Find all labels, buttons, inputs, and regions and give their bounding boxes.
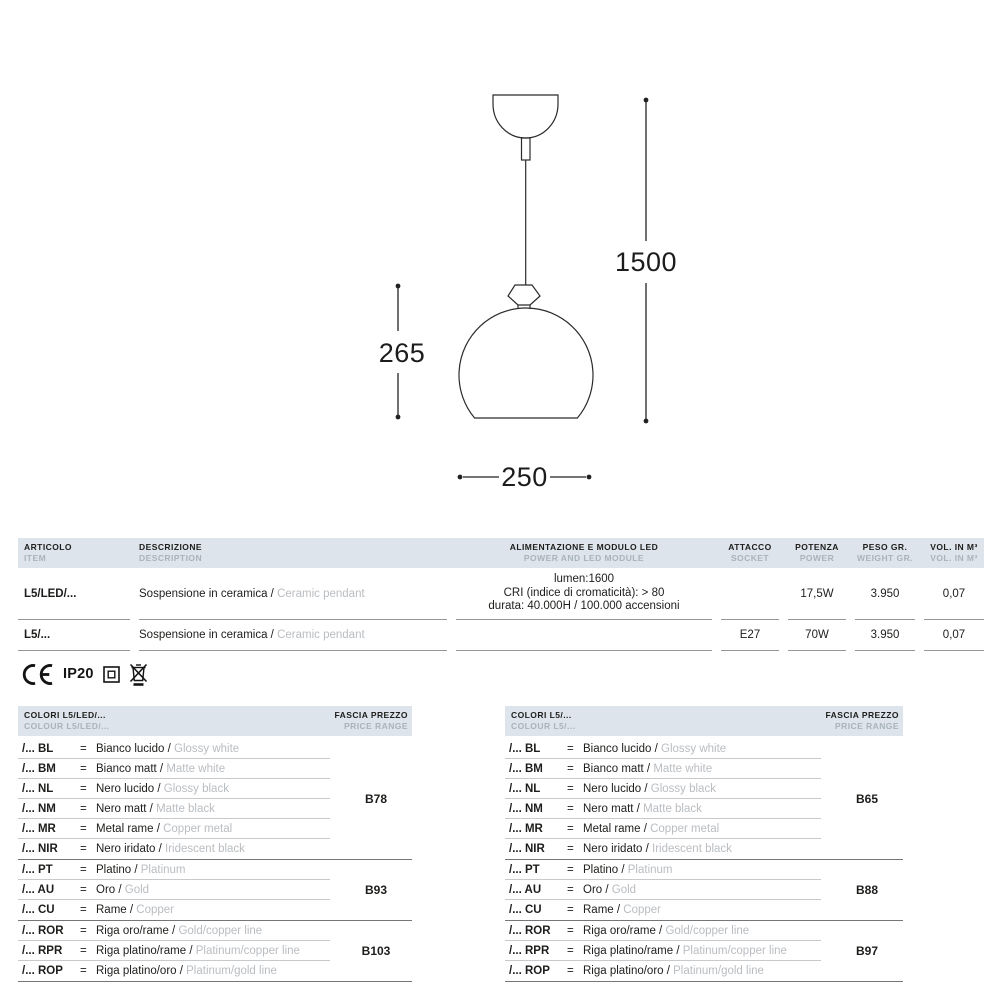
color-name-it: Metal rame / xyxy=(583,823,651,835)
price-band: B78 xyxy=(364,792,387,806)
color-code: /... MR xyxy=(22,823,56,835)
header-label-en: DESCRIPTION xyxy=(139,553,203,563)
volume-cell: 0,07 xyxy=(924,620,984,651)
color-name xyxy=(583,763,712,775)
description-it: Sospensione in ceramica / xyxy=(139,629,278,641)
color-name-en: Glossy white xyxy=(661,743,727,755)
color-name xyxy=(583,884,636,896)
color-name-it: Nero matt / xyxy=(96,803,157,815)
socket-cell: E27 xyxy=(721,620,779,651)
color-name-en: Platinum/copper line xyxy=(682,945,787,957)
dimension-shade-height xyxy=(379,284,426,420)
dimension-label-250: 250 xyxy=(501,462,548,492)
color-table-header xyxy=(505,706,903,736)
header-label-en: SOCKET xyxy=(730,553,770,563)
color-name xyxy=(583,783,716,795)
color-name-en: Matte black xyxy=(643,803,702,815)
color-name xyxy=(96,823,232,835)
color-name xyxy=(583,965,764,977)
volume-cell: 0,07 xyxy=(924,568,984,620)
price-band: B103 xyxy=(361,944,391,958)
spec-table-row xyxy=(18,568,984,620)
color-name-it: Nero iridato / xyxy=(583,843,653,855)
header-label-en: WEIGHT GR. xyxy=(857,553,913,563)
price-group xyxy=(18,860,412,921)
color-code: /... RPR xyxy=(509,945,550,957)
color-name-en: Copper xyxy=(136,904,174,916)
price-band: B97 xyxy=(855,944,878,958)
color-name-en: Glossy black xyxy=(650,783,716,795)
color-code: /... PT xyxy=(22,864,53,876)
header-label-it: ATTACCO xyxy=(728,542,772,552)
spec-table-header xyxy=(18,538,984,568)
power-cell: 17,5W xyxy=(788,568,846,620)
color-name-it: Metal rame / xyxy=(96,823,164,835)
color-code: /... CU xyxy=(22,904,55,916)
equals-sign: = xyxy=(567,803,574,815)
spec-table-body xyxy=(18,568,984,651)
header-label-it: ALIMENTAZIONE E MODULO LED xyxy=(509,542,659,552)
equals-sign: = xyxy=(567,823,574,835)
color-table-standard-version xyxy=(505,706,903,982)
equals-sign: = xyxy=(567,965,574,977)
certifications-row xyxy=(20,661,148,687)
price-band: B88 xyxy=(855,883,878,897)
spec-column-header xyxy=(18,538,130,568)
equals-sign: = xyxy=(80,843,87,855)
price-range-header-en: PRICE RANGE xyxy=(835,721,899,731)
color-name-en: Copper metal xyxy=(650,823,720,835)
color-code: /... BL xyxy=(22,743,54,755)
header-label-it: DESCRIZIONE xyxy=(139,542,203,552)
description-it: Sospensione in ceramica / xyxy=(139,587,278,600)
color-name-en: Iridescent black xyxy=(652,843,732,855)
color-name xyxy=(583,864,673,876)
equals-sign: = xyxy=(567,904,574,916)
color-name-it: Nero lucido / xyxy=(96,783,164,795)
color-name-it: Rame / xyxy=(96,904,137,916)
price-group xyxy=(18,921,412,982)
color-code: /... NL xyxy=(509,783,541,795)
color-table-header xyxy=(18,706,412,736)
color-name xyxy=(583,803,702,815)
spec-column-header xyxy=(139,538,447,568)
color-name-it: Bianco lucido / xyxy=(96,743,174,755)
class-ii-insulation-icon xyxy=(103,666,120,683)
color-name-en: Platinum xyxy=(627,864,673,876)
color-code: /... NIR xyxy=(22,843,58,855)
color-name-it: Nero iridato / xyxy=(96,843,166,855)
color-name-it: Bianco lucido / xyxy=(583,743,661,755)
color-name-en: Platinum/gold line xyxy=(673,965,764,977)
equals-sign: = xyxy=(567,783,574,795)
equals-sign: = xyxy=(80,803,87,815)
ceiling-canopy xyxy=(493,95,558,160)
color-name xyxy=(96,763,225,775)
color-name-en: Copper xyxy=(623,904,661,916)
color-name-it: Riga platino/rame / xyxy=(583,945,683,957)
color-code: /... ROR xyxy=(22,925,64,937)
price-range-header-en: PRICE RANGE xyxy=(344,721,408,731)
color-code: /... ROR xyxy=(509,925,551,937)
header-label-it: VOL. IN M³ xyxy=(930,542,978,552)
item-code-cell: L5/... xyxy=(18,620,130,651)
color-name-it: Platino / xyxy=(96,864,141,876)
color-code: /... MR xyxy=(509,823,543,835)
header-label-it: POTENZA xyxy=(795,542,839,552)
color-name-en: Matte white xyxy=(166,763,226,775)
color-code: /... BL xyxy=(509,743,541,755)
color-name-it: Riga platino/oro / xyxy=(583,965,674,977)
spec-column-header xyxy=(788,538,846,568)
equals-sign: = xyxy=(80,743,87,755)
spec-column-header xyxy=(456,538,712,568)
color-name-it: Riga oro/rame / xyxy=(96,925,179,937)
color-name xyxy=(96,843,245,855)
color-name-en: Gold/copper line xyxy=(178,925,263,937)
description-cell xyxy=(139,620,447,651)
equals-sign: = xyxy=(567,843,574,855)
color-name-it: Riga platino/oro / xyxy=(96,965,187,977)
header-label-en: POWER AND LED MODULE xyxy=(523,553,645,563)
price-group xyxy=(18,739,412,860)
color-table-rows xyxy=(505,736,903,982)
color-code: /... NIR xyxy=(509,843,545,855)
ip-rating-label: IP20 xyxy=(63,666,94,682)
spec-table xyxy=(18,538,984,651)
header-label-en: VOL. IN M³ xyxy=(930,553,978,563)
color-name xyxy=(96,803,215,815)
color-table-title-en: COLOUR L5/... xyxy=(511,721,576,731)
color-name xyxy=(96,743,239,755)
item-code-cell: L5/LED/... xyxy=(18,568,130,620)
color-table-title-en: COLOUR L5/LED/... xyxy=(24,721,110,731)
color-name-en: Matte white xyxy=(653,763,713,775)
color-name xyxy=(583,945,787,957)
price-range-header-it: FASCIA PREZZO xyxy=(334,710,408,720)
color-name xyxy=(96,925,262,937)
color-code: /... BM xyxy=(509,763,543,775)
equals-sign: = xyxy=(567,743,574,755)
color-name-en: Platinum/gold line xyxy=(186,965,277,977)
equals-sign: = xyxy=(567,763,574,775)
led-module-line: durata: 40.000H / 100.000 accensioni xyxy=(488,600,680,613)
price-group xyxy=(505,739,903,860)
equals-sign: = xyxy=(567,864,574,876)
equals-sign: = xyxy=(80,884,87,896)
equals-sign: = xyxy=(567,925,574,937)
color-name xyxy=(96,783,229,795)
dimension-label-265: 265 xyxy=(378,338,426,368)
color-table-rows xyxy=(18,736,412,982)
color-code: /... CU xyxy=(509,904,542,916)
price-group xyxy=(505,921,903,982)
dimension-diameter xyxy=(458,462,592,492)
equals-sign: = xyxy=(80,783,87,795)
color-name xyxy=(96,884,149,896)
color-name-it: Nero matt / xyxy=(583,803,644,815)
color-code: /... PT xyxy=(509,864,540,876)
color-name xyxy=(583,823,719,835)
color-name-en: Iridescent black xyxy=(165,843,245,855)
color-code: /... NL xyxy=(22,783,54,795)
spec-column-header xyxy=(924,538,984,568)
color-name-en: Matte black xyxy=(156,803,215,815)
color-name-it: Nero lucido / xyxy=(583,783,651,795)
color-table-led-version xyxy=(18,706,412,982)
color-name xyxy=(583,904,661,916)
socket-cell xyxy=(721,568,779,620)
color-code: /... ROP xyxy=(22,965,63,977)
header-label-it: ARTICOLO xyxy=(24,542,72,552)
price-band: B65 xyxy=(855,792,878,806)
led-module-line: lumen:1600 xyxy=(553,573,615,586)
color-code: /... NM xyxy=(22,803,56,815)
color-name-en: Gold/copper line xyxy=(665,925,750,937)
color-name-en: Glossy white xyxy=(174,743,240,755)
color-name xyxy=(583,743,726,755)
color-name-it: Bianco matt / xyxy=(96,763,167,775)
color-name-en: Gold xyxy=(124,884,150,896)
color-code: /... AU xyxy=(509,884,542,896)
weight-cell: 3.950 xyxy=(855,568,915,620)
header-label-en: POWER xyxy=(799,553,835,563)
color-name xyxy=(583,843,732,855)
color-name-it: Rame / xyxy=(583,904,624,916)
led-module-cell xyxy=(456,568,712,620)
color-code: /... NM xyxy=(509,803,543,815)
color-name xyxy=(96,864,186,876)
color-name xyxy=(96,965,277,977)
equals-sign: = xyxy=(80,965,87,977)
description-en: Ceramic pendant xyxy=(277,587,365,600)
color-name-it: Riga platino/rame / xyxy=(96,945,196,957)
color-code: /... AU xyxy=(22,884,55,896)
equals-sign: = xyxy=(80,763,87,775)
equals-sign: = xyxy=(80,823,87,835)
color-name-en: Copper metal xyxy=(163,823,233,835)
led-module-line: CRI (indice di cromaticità): > 80 xyxy=(503,586,665,599)
color-name-en: Gold xyxy=(611,884,637,896)
color-name-en: Platinum xyxy=(140,864,186,876)
equals-sign: = xyxy=(80,864,87,876)
spec-column-header xyxy=(855,538,915,568)
price-group xyxy=(505,860,903,921)
color-name-it: Riga oro/rame / xyxy=(583,925,666,937)
power-cell: 70W xyxy=(788,620,846,651)
equals-sign: = xyxy=(80,945,87,957)
price-band: B93 xyxy=(364,883,387,897)
equals-sign: = xyxy=(80,925,87,937)
equals-sign: = xyxy=(567,884,574,896)
color-name-it: Oro / xyxy=(96,884,125,896)
color-name-en: Glossy black xyxy=(163,783,229,795)
color-code: /... ROP xyxy=(509,965,550,977)
lamp-holder-connector xyxy=(508,285,540,309)
color-name-it: Bianco matt / xyxy=(583,763,654,775)
color-name-it: Platino / xyxy=(583,864,628,876)
spec-column-header xyxy=(721,538,779,568)
equals-sign: = xyxy=(567,945,574,957)
color-name xyxy=(96,945,300,957)
weee-crossed-bin-icon xyxy=(129,662,148,687)
dimension-total-height xyxy=(615,98,677,424)
price-range-header-it: FASCIA PREZZO xyxy=(825,710,899,720)
led-module-cell xyxy=(456,620,712,651)
description-cell xyxy=(139,568,447,620)
color-name xyxy=(583,925,749,937)
spec-table-row xyxy=(18,620,984,651)
ce-mark-icon xyxy=(20,663,54,686)
color-name-en: Platinum/copper line xyxy=(195,945,300,957)
header-label-it: PESO GR. xyxy=(862,542,908,552)
ceramic-shade-sphere xyxy=(459,308,593,418)
equals-sign: = xyxy=(80,904,87,916)
color-name xyxy=(96,904,174,916)
color-code: /... RPR xyxy=(22,945,63,957)
header-label-en: ITEM xyxy=(24,553,47,563)
color-name-it: Oro / xyxy=(583,884,612,896)
color-code: /... BM xyxy=(22,763,56,775)
weight-cell: 3.950 xyxy=(855,620,915,651)
description-en: Ceramic pendant xyxy=(277,629,365,641)
color-table-title-it: COLORI L5/... xyxy=(511,710,572,720)
color-table-title-it: COLORI L5/LED/... xyxy=(24,710,106,720)
dimension-label-1500: 1500 xyxy=(614,247,678,277)
